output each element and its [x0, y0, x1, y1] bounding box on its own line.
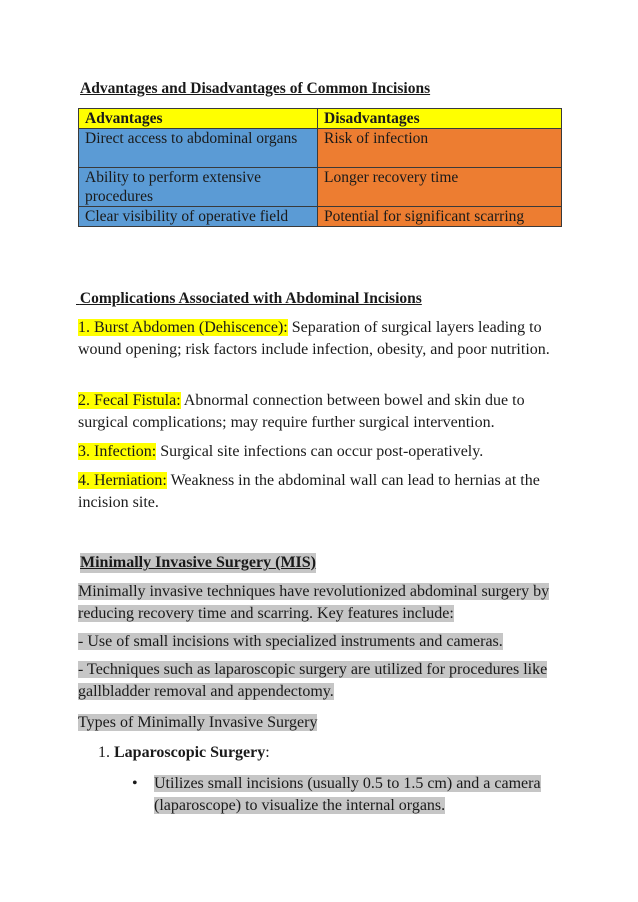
- complication-label: 4. Herniation:: [78, 472, 167, 489]
- complication-item: [78, 390, 564, 434]
- complication-item: [78, 470, 564, 514]
- table-row: [79, 168, 562, 207]
- list-item-label: Laparoscopic Surgery: [114, 744, 266, 761]
- mis-intro-text: Minimally invasive techniques have revolutionized abdominal surgery by reducing recovery time and scarring. Key features include:: [78, 583, 550, 622]
- table-cell-disadvantage: Potential for significant scarring: [318, 207, 562, 227]
- complication-item: [78, 317, 564, 361]
- section-title-complications-text: Complications Associated with Abdominal Incisions: [79, 290, 422, 307]
- table-cell-advantage: Clear visibility of operative field: [79, 207, 318, 227]
- complication-text: Surgical site infections can occur post-operatively.: [156, 443, 484, 460]
- section-title-advantages: Advantages and Disadvantages of Common Incisions: [80, 80, 431, 97]
- complication-text: Separation of surgical layers leading to wound opening; risk factors include infection, obesity, and poor nutrition.: [78, 319, 550, 358]
- bullet-text: Utilizes small incisions (usually 0.5 to 1.5 cm) and a camera (laparoscope) to visualize the internal organs.: [154, 775, 541, 814]
- advantages-table: [78, 108, 562, 227]
- mis-point-text: - Use of small incisions with specialized instruments and cameras.: [78, 633, 503, 650]
- table-cell-disadvantage: Risk of infection: [318, 129, 562, 168]
- mis-types-heading-text: Types of Minimally Invasive Surgery: [78, 714, 318, 731]
- numbered-list-item: [98, 742, 270, 764]
- table-cell-disadvantage: Longer recovery time: [318, 168, 562, 207]
- bullet-list-item: [154, 773, 574, 817]
- mis-types-heading: [78, 712, 566, 734]
- mis-intro: [78, 581, 566, 625]
- mis-point: [78, 659, 566, 703]
- complication-text: Weakness in the abdominal wall can lead to hernias at the incision site.: [78, 472, 540, 511]
- table-row: [79, 207, 562, 227]
- complication-label: 3. Infection:: [78, 443, 157, 460]
- bullet-icon: •: [132, 775, 138, 792]
- complication-item: [78, 441, 564, 463]
- section-title-complications: [76, 289, 422, 309]
- section-title-mis-text: Minimally Invasive Surgery (MIS): [80, 554, 316, 571]
- list-number: 1.: [98, 744, 110, 761]
- complication-label: 1. Burst Abdomen (Dehiscence):: [78, 319, 288, 336]
- table-header-row: [79, 109, 562, 129]
- complication-label: 2. Fecal Fistula:: [78, 392, 181, 409]
- table-row: [79, 129, 562, 168]
- mis-point-text: - Techniques such as laparoscopic surgery are utilized for procedures like gallbladder removal and appendectomy.: [78, 661, 548, 700]
- table-cell-advantage: Ability to perform extensive procedures: [79, 168, 318, 207]
- table-header-advantages: Advantages: [79, 109, 318, 129]
- list-item-suffix: :: [265, 744, 270, 761]
- complication-text: Abnormal connection between bowel and skin due to surgical complications; may require further surgical intervention.: [78, 392, 525, 431]
- table-cell-advantage: Direct access to abdominal organs: [79, 129, 318, 168]
- table-header-disadvantages: Disadvantages: [318, 109, 562, 129]
- mis-point: [78, 631, 566, 653]
- section-title-mis: [80, 553, 316, 573]
